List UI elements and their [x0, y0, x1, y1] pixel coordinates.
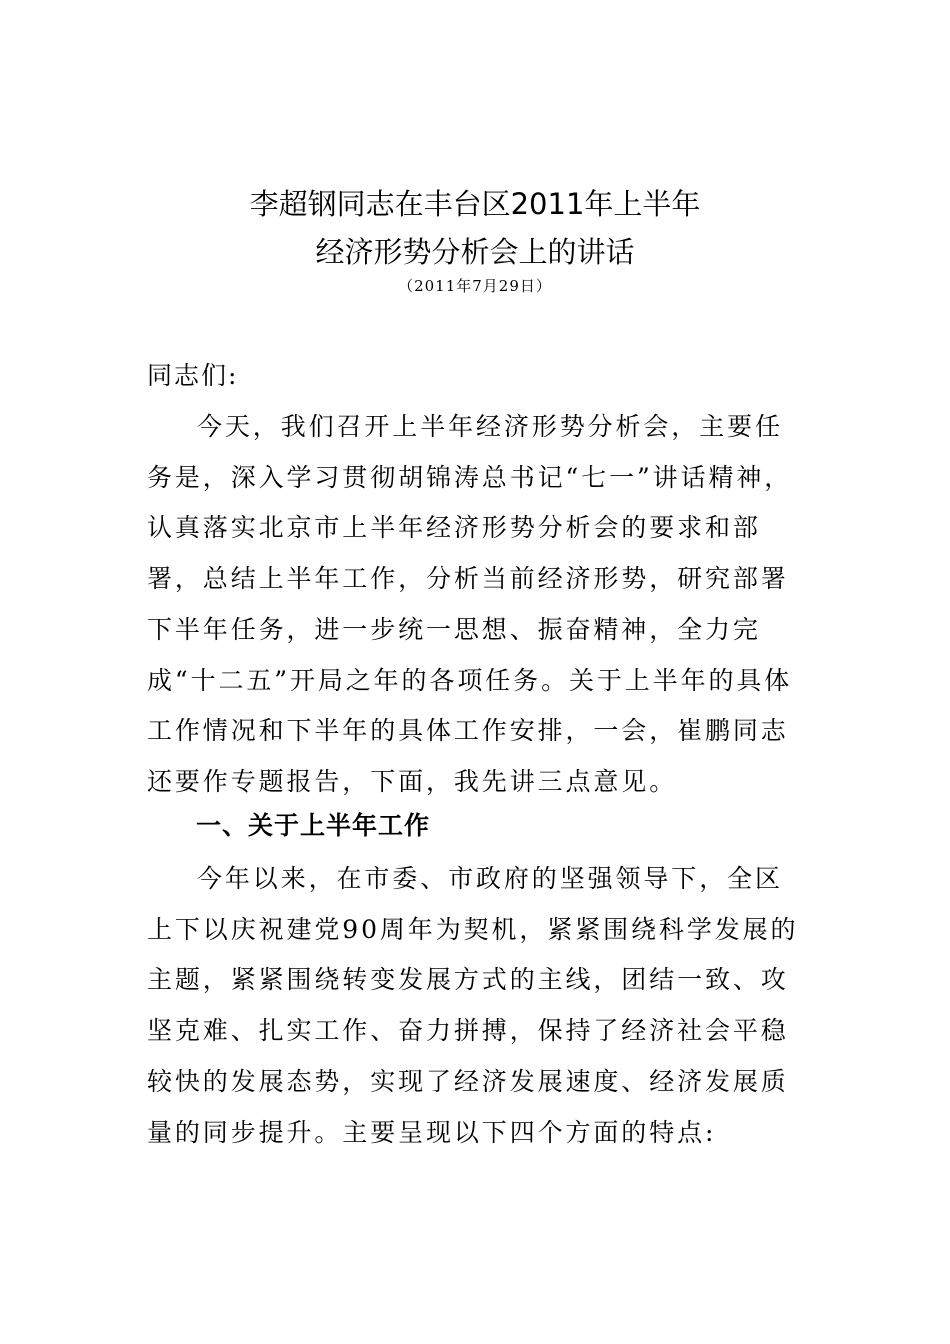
document-title-line-2: 经济形势分析会上的讲话: [315, 235, 635, 269]
body-paragraph-2: 今年以来，在市委、市政府的坚强领导下，全区上下以庆祝建党90周年为契机，紧紧围绕科学发展的主题，紧紧围绕转变发展方式的主线，团结一致、攻坚克难、扎实工作、奋力拼搏，保持了经济社会平稳较快的发展态势，实现了经济发展速度、经济发展质量的同步提升。主要呈现以下四个方面的特点:: [147, 864, 799, 1147]
speech-date: （2011年7月29日）: [398, 277, 552, 295]
body-paragraph-1: 今天，我们召开上半年经济形势分析会，主要任务是，深入学习贯彻胡锦涛总书记“七一”讲话精神，认真落实北京市上半年经济形势分析会的要求和部署，总结上半年工作，分析当前经济形势，研究部署下半年任务，进一步统一思想、振奋精神，全力完成“十二五”开局之年的各项任务。关于上半年的具体工作情况和下半年的具体工作安排，一会，崔鹏同志还要作专题报告，下面，我先讲三点意见。: [147, 412, 793, 796]
salutation: 同志们:: [147, 361, 239, 390]
document-title-line-1: 李超钢同志在丰台区2011年上半年: [249, 187, 701, 221]
section-heading-1: 一、关于上半年工作: [196, 811, 431, 840]
